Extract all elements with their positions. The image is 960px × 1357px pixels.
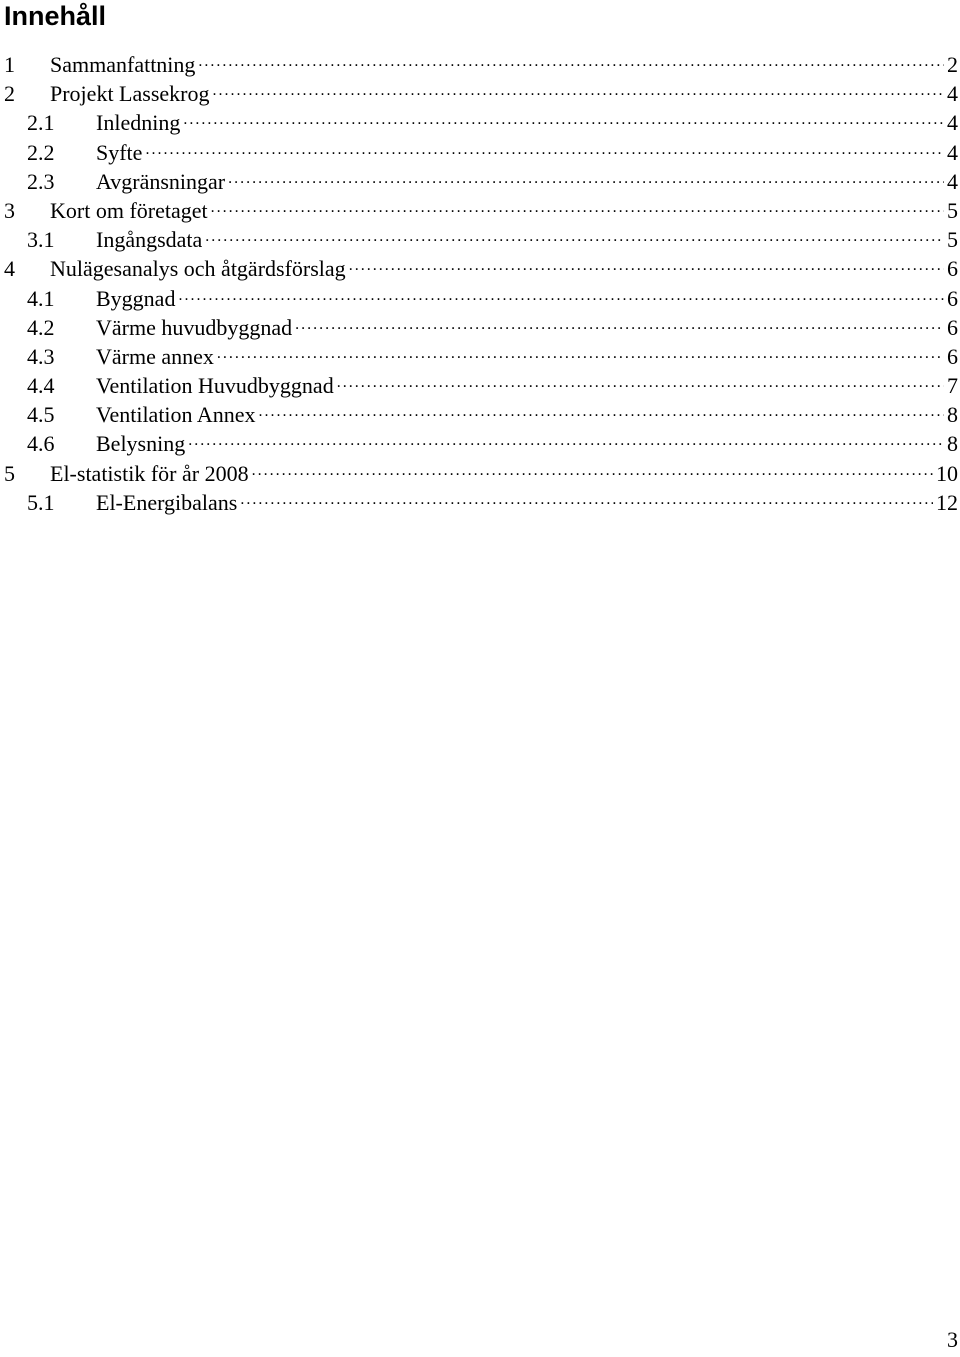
toc-entry[interactable] xyxy=(0,284,960,313)
dot-leader xyxy=(252,459,933,481)
toc-entry-page: 6 xyxy=(947,256,958,282)
toc-entry[interactable] xyxy=(0,196,960,225)
toc-entry-title: Inledning xyxy=(96,110,181,136)
toc-entry-title: Ventilation Huvudbyggnad xyxy=(96,373,334,399)
toc-entry-page: 8 xyxy=(947,402,958,428)
toc-entry-number: 2 xyxy=(4,81,15,107)
dot-leader xyxy=(178,284,944,306)
toc-entry[interactable] xyxy=(0,225,960,254)
toc-entry-number: 3 xyxy=(4,197,15,223)
toc-entry[interactable] xyxy=(0,50,960,79)
toc-entry-title: El-statistik för år 2008 xyxy=(50,460,249,486)
toc-entry-title: El-Energibalans xyxy=(96,489,238,515)
toc-entry-page: 4 xyxy=(947,81,958,107)
toc-entry-number: 2.3 xyxy=(27,168,55,194)
toc-entry-number: 3.1 xyxy=(27,227,55,253)
toc-entry-title: Kort om företaget xyxy=(50,197,208,223)
toc-entry-title: Värme huvudbyggnad xyxy=(96,314,293,340)
page-number: 3 xyxy=(947,1327,958,1352)
toc-entry-title: Syfte xyxy=(96,139,143,165)
toc-entry-number: 5.1 xyxy=(27,489,55,515)
toc-entry[interactable] xyxy=(0,79,960,108)
toc-entry-number: 1 xyxy=(4,52,15,77)
toc-entry-number: 4.1 xyxy=(27,285,55,311)
dot-leader xyxy=(183,108,944,130)
dot-leader xyxy=(212,79,944,101)
dot-leader xyxy=(349,254,944,276)
toc-entry-number: 5 xyxy=(4,460,15,486)
toc-entry[interactable] xyxy=(0,313,960,342)
toc-entry[interactable] xyxy=(0,371,960,400)
toc-entry-page: 7 xyxy=(947,373,958,399)
toc-entry-number: 4.6 xyxy=(27,431,55,457)
dot-leader xyxy=(211,196,944,218)
toc-entry-page: 4 xyxy=(947,110,958,136)
toc-entry-page: 6 xyxy=(947,343,958,369)
toc-entry[interactable] xyxy=(0,342,960,371)
toc-entry-title: Ingångsdata xyxy=(96,227,203,253)
dot-leader xyxy=(188,429,944,451)
toc-entry-page: 12 xyxy=(936,489,958,515)
toc-entry-title: Värme annex xyxy=(96,343,214,369)
toc-entry-number: 4.2 xyxy=(27,314,55,340)
dot-leader xyxy=(228,167,944,189)
dot-leader xyxy=(205,225,944,247)
toc-entry-title: Projekt Lassekrog xyxy=(50,81,210,107)
toc-entry[interactable] xyxy=(0,167,960,196)
toc-entry[interactable] xyxy=(0,429,960,458)
toc-entry-number: 4 xyxy=(4,256,15,282)
dot-leader xyxy=(240,488,933,510)
toc-entry-number: 4.3 xyxy=(27,343,55,369)
toc-entry[interactable] xyxy=(0,488,960,517)
toc-entry-page: 10 xyxy=(936,460,958,486)
dot-leader xyxy=(337,371,944,393)
toc-entry-number: 4.5 xyxy=(27,402,55,428)
dot-leader xyxy=(295,313,944,335)
toc-entry-number: 2.1 xyxy=(27,110,55,136)
toc-heading: Innehåll xyxy=(4,1,107,31)
toc-entry[interactable] xyxy=(0,108,960,137)
toc-entry-page: 6 xyxy=(947,285,958,311)
toc-entry-page: 5 xyxy=(947,197,958,223)
toc-entry-title: Avgränsningar xyxy=(96,168,226,194)
toc-entry-title: Sammanfattning xyxy=(50,52,196,77)
toc-entry-page: 2 xyxy=(947,52,958,77)
toc-entry-page: 8 xyxy=(947,431,958,457)
toc-entry-page: 5 xyxy=(947,227,958,253)
toc-entry-number: 4.4 xyxy=(27,373,55,399)
dot-leader xyxy=(217,342,944,364)
toc-entry-title: Byggnad xyxy=(96,285,176,311)
toc-entry-title: Belysning xyxy=(96,431,186,457)
toc-entry-page: 6 xyxy=(947,314,958,340)
toc-entry-page: 4 xyxy=(947,168,958,194)
toc-entry[interactable] xyxy=(0,254,960,283)
dot-leader xyxy=(258,400,944,422)
toc-entry-title: Nulägesanalys och åtgärdsförslag xyxy=(50,256,346,282)
toc-entry[interactable] xyxy=(0,138,960,167)
toc-entry-page: 4 xyxy=(947,139,958,165)
toc-entry-title: Ventilation Annex xyxy=(96,402,256,428)
dot-leader xyxy=(145,138,944,160)
dot-leader xyxy=(198,50,944,72)
toc-entry[interactable] xyxy=(0,459,960,488)
toc-entry[interactable] xyxy=(0,400,960,429)
table-of-contents xyxy=(0,50,960,517)
toc-entry-number: 2.2 xyxy=(27,139,55,165)
